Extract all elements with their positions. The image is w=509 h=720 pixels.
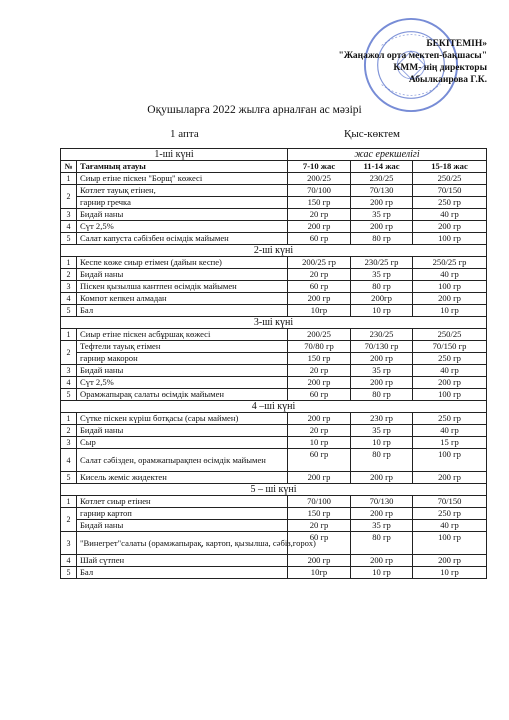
portion-age1: 200 гр [288,472,351,484]
row-no: 4 [61,555,77,567]
table-row [61,508,487,520]
dish-name: "Винегрет"салаты (орамжапырақ, картоп, қызылша, сәбіз,горох) [77,532,288,555]
day-header: 1-ші күні [61,149,288,161]
dish-name: Бидай наны [77,209,288,221]
dish-name: Кисель жеміс жидектен [77,472,288,484]
portion-age3: 70/150 гр [413,341,487,353]
table-row [61,173,487,185]
portion-age1: 20 гр [288,365,351,377]
portion-age3: 200 гр [413,472,487,484]
menu-table [60,148,487,579]
portion-age1: 10гр [288,305,351,317]
portion-age3: 10 гр [413,567,487,579]
portion-age3: 40 гр [413,425,487,437]
dish-name: Бидай наны [77,269,288,281]
row-no: 5 [61,305,77,317]
dish-name: Тефтели тауық етімен [77,341,288,353]
age-diff-header: жас ерекшелігі [288,149,487,161]
dish-name: Бидай наны [77,425,288,437]
dish-name: Сүт 2,5% [77,377,288,389]
week-label: 1 апта [170,128,199,140]
table-row [61,341,487,353]
table-row [61,353,487,365]
table-row [61,567,487,579]
table-row [61,365,487,377]
portion-age1: 60 гр [288,449,351,472]
portion-age1: 20 гр [288,520,351,532]
table-row [61,520,487,532]
table-row [61,413,487,425]
portion-age1: 200 гр [288,377,351,389]
day-heading-5: 5 – ші күні [61,484,487,496]
portion-age2: 200 гр [351,221,413,233]
portion-age3: 40 гр [413,269,487,281]
row-no: 1 [61,173,77,185]
table-row [61,293,487,305]
portion-age1: 200/25 гр [288,257,351,269]
portion-age2: 230/25 [351,329,413,341]
dish-name: Сыр [77,437,288,449]
row-no: 4 [61,293,77,305]
portion-age3: 10 гр [413,305,487,317]
approval-name: Абылкаирова Г.К. [408,75,487,85]
row-no: 2 [61,425,77,437]
portion-age2: 80 гр [351,532,413,555]
portion-age3: 200 гр [413,293,487,305]
dish-name: Бидай наны [77,520,288,532]
portion-age2: 35 гр [351,269,413,281]
portion-age2: 35 гр [351,365,413,377]
table-row [61,555,487,567]
portion-age1: 10 гр [288,437,351,449]
portion-age1: 200/25 [288,173,351,185]
row-no: 1 [61,257,77,269]
portion-age2: 35 гр [351,520,413,532]
col-food-name: Тағамның атауы [77,161,288,173]
portion-age1: 150 гр [288,508,351,520]
portion-age3: 250 гр [413,508,487,520]
portion-age3: 250 гр [413,353,487,365]
table-row [61,389,487,401]
portion-age1: 70/100 [288,496,351,508]
portion-age1: 60 гр [288,389,351,401]
dish-name: Компот кепкен алмадан [77,293,288,305]
portion-age2: 230/25 [351,173,413,185]
approval-block [338,38,487,86]
row-no: 3 [61,365,77,377]
portion-age2: 80 гр [351,449,413,472]
table-row [61,305,487,317]
day-heading-4: 4 –ші күні [61,401,487,413]
table-row [61,257,487,269]
table-row [61,472,487,484]
day-row [61,401,487,413]
portion-age3: 15 гр [413,437,487,449]
dish-name: Сүтке піскен күріш ботқасы (сары маймен) [77,413,288,425]
portion-age2: 200 гр [351,472,413,484]
portion-age2: 10 гр [351,305,413,317]
portion-age3: 200 гр [413,377,487,389]
col-no: № [61,161,77,173]
table-row [61,377,487,389]
table-row [61,269,487,281]
portion-age2: 230 гр [351,413,413,425]
portion-age2: 10 гр [351,567,413,579]
portion-age3: 70/150 [413,496,487,508]
approval-approved: БЕКІТЕМІН» [426,39,487,49]
table-row [61,449,487,472]
portion-age2: 200 гр [351,508,413,520]
portion-age2: 200 гр [351,377,413,389]
table-row [61,496,487,508]
portion-age3: 200 гр [413,555,487,567]
dish-name: Салат капуста сәбізбен өсімдік майымен [77,233,288,245]
portion-age1: 10гр [288,567,351,579]
portion-age2: 200 гр [351,555,413,567]
row-no: 5 [61,472,77,484]
dish-name: Сиыр етіне піскен "Борщ" көжесі [77,173,288,185]
portion-age3: 100 гр [413,449,487,472]
dish-name: Бидай наны [77,365,288,377]
day-row [61,484,487,496]
portion-age2: 70/130 гр [351,341,413,353]
portion-age3: 70/150 [413,185,487,197]
portion-age3: 100 гр [413,281,487,293]
portion-age3: 100 гр [413,389,487,401]
portion-age3: 100 гр [413,233,487,245]
document-title: Оқушыларға 2022 жылға арналған ас мәзірі [147,104,362,116]
table-row [61,233,487,245]
dish-name: Орамжапырақ салаты өсімдік майымен [77,389,288,401]
row-no: 5 [61,389,77,401]
row-no: 5 [61,567,77,579]
portion-age3: 200 гр [413,221,487,233]
portion-age2: 35 гр [351,209,413,221]
portion-age3: 250/25 [413,329,487,341]
portion-age1: 200/25 [288,329,351,341]
portion-age2: 80 гр [351,233,413,245]
row-no: 5 [61,233,77,245]
table-row [61,221,487,233]
portion-age3: 40 гр [413,209,487,221]
col-age3: 15-18 жас [413,161,487,173]
dish-name: гарнир макорон [77,353,288,365]
dish-name: Кеспе көже сиыр етімен (дайын кеспе) [77,257,288,269]
table-row [61,185,487,197]
day-heading-3: 3-ші күні [61,317,487,329]
row-no: 4 [61,377,77,389]
portion-age1: 70/80 гр [288,341,351,353]
approval-org: "Жаңажол орта мектеп-бақшасы" [338,51,487,61]
row-no: 2 [61,269,77,281]
row-no: 2 [61,185,77,209]
table-row [61,425,487,437]
portion-age1: 20 гр [288,425,351,437]
portion-age3: 40 гр [413,520,487,532]
table-row [61,281,487,293]
portion-age1: 200 гр [288,413,351,425]
table-row [61,209,487,221]
row-no: 3 [61,209,77,221]
portion-age3: 100 гр [413,532,487,555]
portion-age2: 35 гр [351,425,413,437]
portion-age2: 230/25 гр [351,257,413,269]
row-no: 4 [61,449,77,472]
dish-name: Бал [77,305,288,317]
dish-name: Сүт 2,5% [77,221,288,233]
dish-name: Сиыр етіне піскен асбұршақ көжесі [77,329,288,341]
dish-name: Шай сүтпен [77,555,288,567]
portion-age1: 150 гр [288,353,351,365]
dish-name: гарнир гречка [77,197,288,209]
row-no: 4 [61,221,77,233]
dish-name: Котлет тауық етінен, [77,185,288,197]
portion-age2: 70/130 [351,496,413,508]
day-row [61,317,487,329]
row-no: 3 [61,532,77,555]
portion-age2: 200 гр [351,197,413,209]
table-row [61,197,487,209]
table-row [61,437,487,449]
portion-age1: 150 гр [288,197,351,209]
dish-name: Піскен қызылша кантпен өсімдік майымен [77,281,288,293]
row-no: 1 [61,329,77,341]
portion-age1: 200 гр [288,293,351,305]
portion-age3: 250 гр [413,197,487,209]
dish-name: Салат сәбізден, орамжапырақпен өсімдік майымен [77,449,288,472]
header-row [61,161,487,173]
portion-age1: 60 гр [288,532,351,555]
portion-age3: 40 гр [413,365,487,377]
portion-age2: 80 гр [351,389,413,401]
dish-name: Котлет сиыр етінен [77,496,288,508]
row-no: 2 [61,508,77,532]
approval-position: КММ- нің директоры [393,63,487,73]
row-no: 3 [61,437,77,449]
portion-age2: 200 гр [351,353,413,365]
table-row [61,329,487,341]
row-no: 1 [61,413,77,425]
portion-age2: 200гр [351,293,413,305]
day-row [61,245,487,257]
portion-age1: 60 гр [288,281,351,293]
portion-age3: 250 гр [413,413,487,425]
table-row [61,532,487,555]
portion-age1: 200 гр [288,221,351,233]
portion-age1: 60 гр [288,233,351,245]
col-age2: 11-14 жас [351,161,413,173]
row-no: 3 [61,281,77,293]
portion-age2: 10 гр [351,437,413,449]
row-no: 2 [61,341,77,365]
portion-age3: 250/25 гр [413,257,487,269]
portion-age2: 70/130 [351,185,413,197]
portion-age1: 70/100 [288,185,351,197]
portion-age2: 80 гр [351,281,413,293]
dish-name: Бал [77,567,288,579]
dish-name: гарнир картоп [77,508,288,520]
col-age1: 7-10 жас [288,161,351,173]
portion-age1: 20 гр [288,269,351,281]
season-label: Қыс-көктем [344,128,400,140]
row-no: 1 [61,496,77,508]
portion-age3: 250/25 [413,173,487,185]
portion-age1: 20 гр [288,209,351,221]
portion-age1: 200 гр [288,555,351,567]
header-row-top [61,149,487,161]
day-heading-2: 2-ші күні [61,245,487,257]
